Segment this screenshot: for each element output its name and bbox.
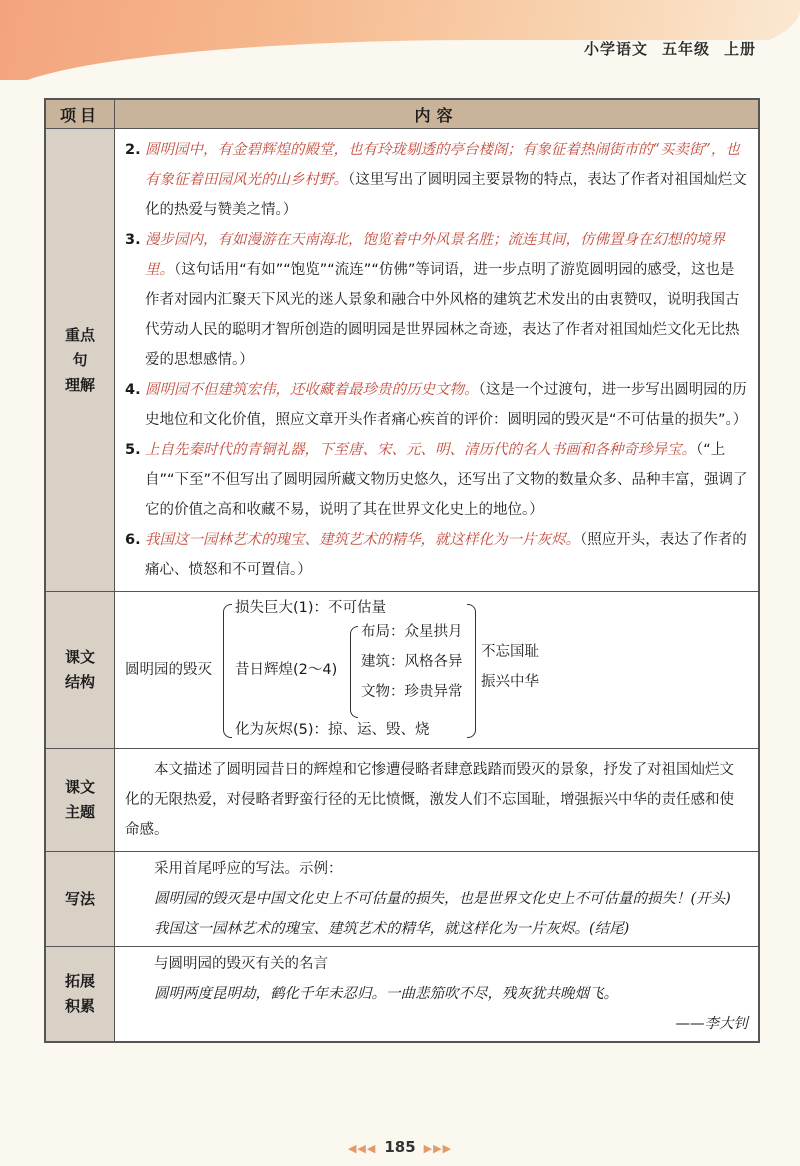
structure-sub-3: 文物：珍贵异常: [361, 684, 463, 700]
header-item: 项目: [46, 100, 115, 128]
row-label: 重点句 理解: [46, 129, 115, 591]
row-structure: [46, 592, 758, 749]
writing-example-2: 我国这一园林艺术的瑰宝、建筑艺术的精华，就这样化为一片灰烬。(结尾): [154, 921, 630, 937]
extend-title: 与圆明园的毁灭有关的名言: [154, 956, 328, 972]
list-item: 3. 漫步园内，有如漫游在天南海北，饱览着中外风景名胜；流连其间，仿佛置身在幻想的境界里。（这句话用“有如”“饱览”“流连”“仿佛”等词语，进一步点明了游览圆明园的感受，这也是作者对园内汇聚天下风光的迷人景象和融合中外风格的建筑艺术发出的由衷赞叹，说明我国古代劳动人民的聪明才智所创造的圆明园是世界园林之奇迹，表达了作者对祖国灿烂文化无比热爱的思想感情。）: [125, 232, 740, 368]
list-item: 5. 上自先秦时代的青铜礼器，下至唐、宋、元、明、清历代的名人书画和各种奇珍异宝。（“上自”“下至”不但写出了圆明园所藏文物历史悠久，还写出了文物的数量众多、品种丰富，强调了它的价值之高和收藏不易，说明了其在世界文化史上的地位。）: [125, 442, 748, 518]
structure-part-3: 化为灰烬(5)：掠、运、毁、烧: [235, 722, 430, 738]
extend-author: ——李大钊: [675, 1016, 748, 1032]
volume: 上册: [723, 40, 756, 58]
list-item: 6. 我国这一园林艺术的瑰宝、建筑艺术的精华，就这样化为一片灰烬。（照应开头，表达了作者的痛心、愤怒和不可置信。）: [125, 532, 747, 578]
row-label: 写法: [46, 852, 115, 946]
grade: 五年级: [661, 40, 710, 58]
structure-root: 圆明园的毁灭: [125, 662, 212, 678]
left-brace-icon: [223, 604, 232, 738]
right-arrows-icon: ▶▶▶: [423, 1142, 453, 1155]
row-label: 拓展 积累: [46, 947, 115, 1041]
structure-diagram: [115, 592, 758, 748]
header-content: 内容: [414, 105, 459, 125]
structure-part-2: 昔日辉煌(2～4): [235, 662, 338, 678]
structure-sub-1: 布局：众星拱月: [361, 624, 463, 640]
left-brace-icon: [350, 626, 358, 718]
theme-text: 本文描述了圆明园昔日的辉煌和它惨遭侵略者肆意践踏而毁灭的景象，抒发了对祖国灿烂文化的无限热爱，对侵略者野蛮行径的无比愤慨，激发人们不忘国耻，增强振兴中华的责任感和使命感。: [125, 762, 734, 838]
writing-intro: 采用首尾呼应的写法。示例：: [154, 861, 343, 877]
table-header: [46, 100, 758, 129]
key-sentences-content: [115, 129, 758, 591]
row-writing: [46, 852, 758, 947]
right-brace-icon: [467, 604, 476, 738]
extend-content: [115, 947, 758, 1041]
structure-conclusion-1: 不忘国耻: [481, 644, 539, 660]
extend-poem: 圆明两度昆明劫，鹤化千年未忍归。一曲悲笳吹不尽，残灰犹共晚烟飞。: [154, 986, 618, 1002]
list-item: 4. 圆明园不但建筑宏伟，还收藏着最珍贵的历史文物。（这是一个过渡句，进一步写出圆明园的历史地位和文化价值，照应文章开头作者痛心疾首的评价：圆明园的毁灭是“不可估量的损失”。）: [125, 382, 748, 428]
left-arrows-icon: ◀◀◀: [347, 1142, 377, 1155]
content-table: [44, 98, 760, 1043]
row-theme: [46, 749, 758, 852]
structure-part-1: 损失巨大(1)：不可估量: [235, 600, 387, 616]
writing-content: [115, 852, 758, 946]
page-number: ◀◀◀ 185 ▶▶▶: [347, 1138, 453, 1156]
subject: 小学语文: [583, 40, 648, 58]
row-label: 课文 主题: [46, 749, 115, 851]
row-label: 课文 结构: [46, 592, 115, 748]
structure-conclusion-2: 振兴中华: [481, 674, 539, 690]
book-title: [570, 38, 756, 59]
writing-example-1: 圆明园的毁灭是中国文化史上不可估量的损失，也是世界文化史上不可估量的损失！(开头): [154, 891, 731, 907]
list-item: 2. 圆明园中，有金碧辉煌的殿堂，也有玲珑剔透的亭台楼阁；有象征着热闹街市的“买卖街”，也有象征着田园风光的山乡村野。（这里写出了圆明园主要景物的特点，表达了作者对祖国灿烂文化的热爱与赞美之情。）: [125, 142, 747, 218]
row-key-sentences: [46, 129, 758, 592]
structure-sub-2: 建筑：风格各异: [361, 654, 463, 670]
row-extend: [46, 947, 758, 1041]
